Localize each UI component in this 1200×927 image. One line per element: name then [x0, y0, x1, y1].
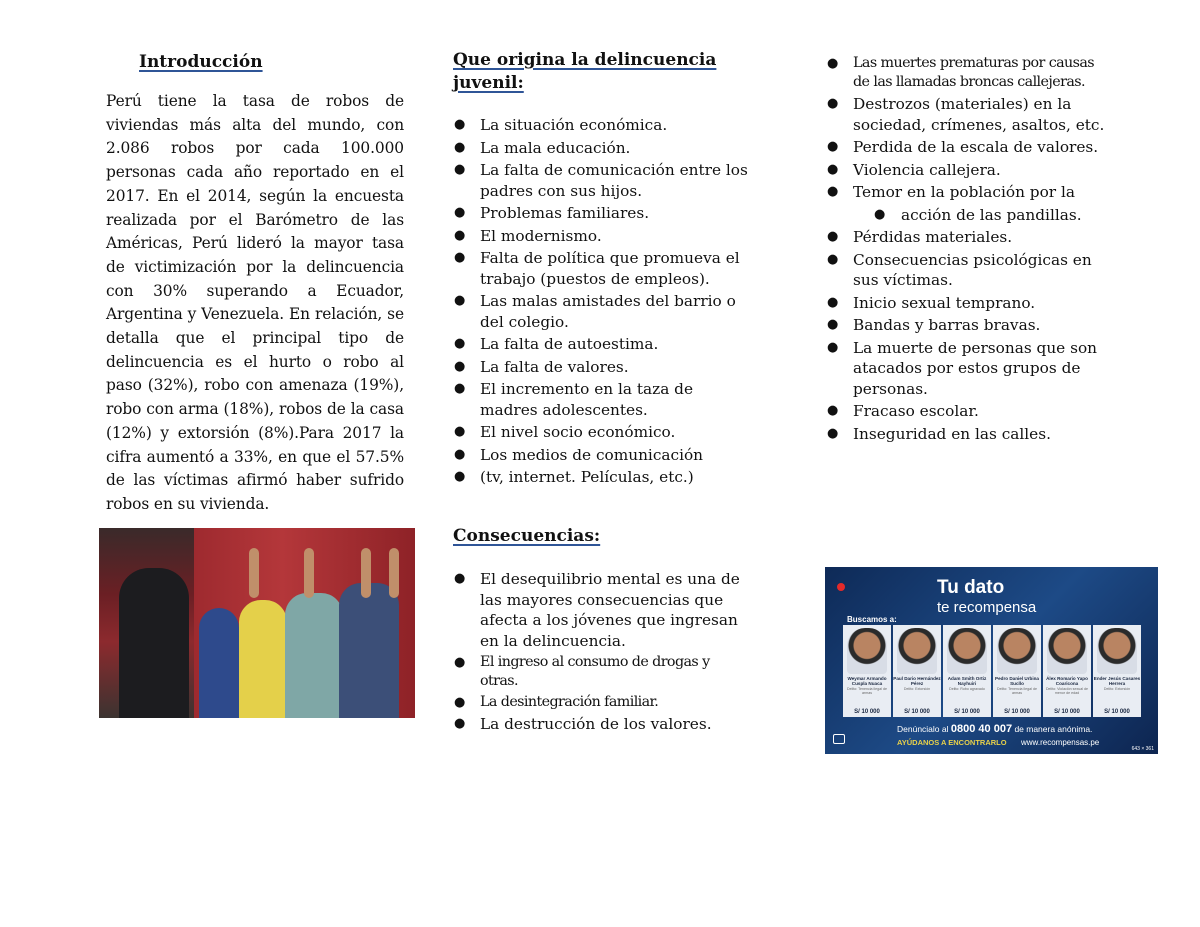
causes-list: [453, 115, 753, 490]
portrait: [847, 628, 887, 674]
bullet-icon: ●: [827, 425, 839, 441]
bullet-icon: ●: [454, 205, 466, 220]
bullet-icon: ●: [827, 251, 839, 267]
list-item: ● Las muertes prematuras por causas de las llamadas broncas callejeras.: [827, 55, 1095, 90]
list-item: ● La destrucción de los valores.: [454, 715, 712, 733]
list-item: ● Destrozos (materiales) en la sociedad, crímenes, asaltos, etc.: [827, 95, 1105, 134]
bullet-icon: ●: [827, 161, 839, 177]
list-item: ● acción de las pandillas.: [874, 205, 1082, 224]
bullet-icon: ●: [454, 293, 466, 308]
wanted-card: Pedro Daniel Urbina Sucllo Delito: Tenencia ilegal de armas S/ 10 000: [993, 625, 1041, 717]
list-item: ● Temor en la población por la ● acción de las pandillas.: [826, 182, 1106, 225]
list-item: ● Consecuencias psicológicas en sus víctimas.: [827, 250, 1092, 289]
wanted-card: Paul Dario Hernández Pérez Delito: Extorsión S/ 10 000: [893, 625, 941, 717]
bullet-icon: ●: [454, 695, 465, 710]
list-item: ● Pérdidas materiales.: [827, 228, 1013, 246]
list-item: ● El desequilibrio mental es una de las mayores consecuencias que afecta a los jóvenes que ingresan en la delincuencia.: [454, 570, 740, 650]
consequences-list: [453, 569, 743, 737]
intro-paragraph: Perú tiene la tasa de robos de viviendas más alta del mundo, con 2.086 robos por cada 100.000 personas cada año reportado en el 2017. En el 2014, según la encuesta realizada por el Barómetro de las Américas, Perú lideró la mayor tasa de victimización por la delincuencia con 30% superando a Ecuador, Argentina y Venezuela. En relación, se detalla que el principal tipo de delincuencia es el hurto o robo al paso (32%), robo con amenaza (19%), robo con arma (18%), robos de la casa (12%) y extorsión (8%).Para 2017 la cifra aumentó a 33%, en que el 57.5% de las víctimas afirmó haber sufrido robos en su vivienda.: [106, 92, 404, 513]
bullet-icon: ●: [827, 96, 839, 111]
bullet-icon: ●: [827, 317, 839, 332]
wanted-card: Weymar Armando Cuspla Nuaca Delito: Tenencia ilegal de armas S/ 10 000: [843, 625, 891, 717]
portrait: [947, 628, 987, 674]
bullet-icon: ●: [827, 339, 839, 355]
list-item: ● (tv, internet. Películas, etc.): [454, 468, 694, 486]
list-item: ● Bandas y barras bravas.: [827, 316, 1041, 334]
list-item: ● Los medios de comunicación: [454, 445, 704, 464]
list-item: ● La desintegración familiar.: [454, 694, 659, 710]
wanted-card: Adam Smith Ortiz Nayhuiri Delito: Robo agravado S/ 10 000: [943, 625, 991, 717]
wanted-cards: [843, 625, 1143, 717]
portrait: [1047, 628, 1087, 674]
search-label: Buscamos a:: [847, 615, 897, 624]
sub-list: [853, 205, 1106, 226]
portrait: [997, 628, 1037, 674]
list-item: ● Problemas familiares.: [454, 204, 650, 222]
help-text: AYÚDANOS A ENCONTRARLO: [897, 738, 1007, 747]
causes-title: Que origina la delincuencia juvenil:: [453, 50, 717, 93]
list-item: ● La mala educación.: [454, 138, 631, 157]
list-item: ● Violencia callejera.: [827, 160, 1001, 179]
list-item: ● Inseguridad en las calles.: [827, 424, 1051, 443]
bullet-icon: ●: [454, 381, 466, 396]
bullet-icon: ●: [454, 250, 466, 265]
denounce-line: Denúncialo al 0800 40 007 de manera anónima.: [897, 723, 1093, 735]
bullet-icon: ●: [827, 184, 839, 199]
bullet-icon: ●: [454, 336, 466, 351]
list-item: ● Falta de política que promueva el trabajo (puestos de empleos).: [454, 249, 740, 288]
list-item: ● Fracaso escolar.: [827, 402, 979, 420]
bullet-icon: ●: [874, 206, 886, 222]
list-item: ● El nivel socio económico.: [454, 423, 676, 441]
poster-subtitle: te recompensa: [937, 599, 1037, 616]
list-item: ● Perdida de la escala de valores.: [827, 138, 1099, 156]
intro-title: Introducción: [139, 52, 263, 72]
record-dot-icon: [837, 583, 845, 591]
website-text: www.recompensas.pe: [1021, 738, 1100, 747]
list-item: ● Las malas amistades del barrio o del colegio.: [454, 292, 736, 331]
effects-list: [826, 54, 1106, 446]
list-item: ● La falta de autoestima.: [454, 335, 659, 353]
wanted-poster: [825, 567, 1158, 754]
bullet-icon: ●: [827, 294, 839, 310]
bullet-icon: ●: [454, 655, 465, 670]
poster-title: Tu dato: [937, 577, 1005, 598]
list-item: ● La falta de comunicación entre los padres con sus hijos.: [454, 161, 748, 200]
bullet-icon: ●: [454, 469, 466, 484]
camera-icon: [833, 734, 845, 744]
bullet-icon: ●: [454, 446, 466, 462]
wanted-card: Ender Jesús Casares Herrera Delito: Extorsión S/ 10 000: [1093, 625, 1141, 717]
bullet-icon: ●: [454, 139, 466, 155]
bullet-icon: ●: [827, 56, 838, 71]
bullet-icon: ●: [454, 571, 466, 586]
wanted-card: Álex Romario Yapo Coaricona Delito: Violación sexual de menor de edad S/ 10 000: [1043, 625, 1091, 717]
list-item: ● La muerte de personas que son atacados por estos grupos de personas.: [827, 338, 1098, 398]
bullet-icon: ●: [454, 117, 466, 132]
bullet-icon: ●: [827, 403, 839, 418]
bullet-icon: ●: [454, 716, 466, 731]
bullet-icon: ●: [454, 358, 466, 374]
arrest-photo: [99, 528, 415, 718]
list-item: ● El ingreso al consumo de drogas y otras.: [454, 654, 710, 689]
bullet-icon: ●: [454, 162, 466, 177]
bullet-icon: ●: [454, 227, 466, 243]
list-item: ● La situación económica.: [454, 116, 668, 134]
consequences-title: Consecuencias:: [453, 526, 601, 546]
portrait: [1097, 628, 1137, 674]
list-item: ● El modernismo.: [454, 226, 602, 245]
portrait: [897, 628, 937, 674]
list-item: ● Inicio sexual temprano.: [827, 293, 1036, 312]
list-item: ● El incremento en la taza de madres adolescentes.: [454, 380, 694, 419]
bullet-icon: ●: [454, 424, 466, 439]
size-badge: 643 × 361: [1131, 746, 1154, 752]
list-item: ● La falta de valores.: [454, 357, 629, 376]
bullet-icon: ●: [827, 139, 839, 154]
bullet-icon: ●: [827, 229, 839, 244]
